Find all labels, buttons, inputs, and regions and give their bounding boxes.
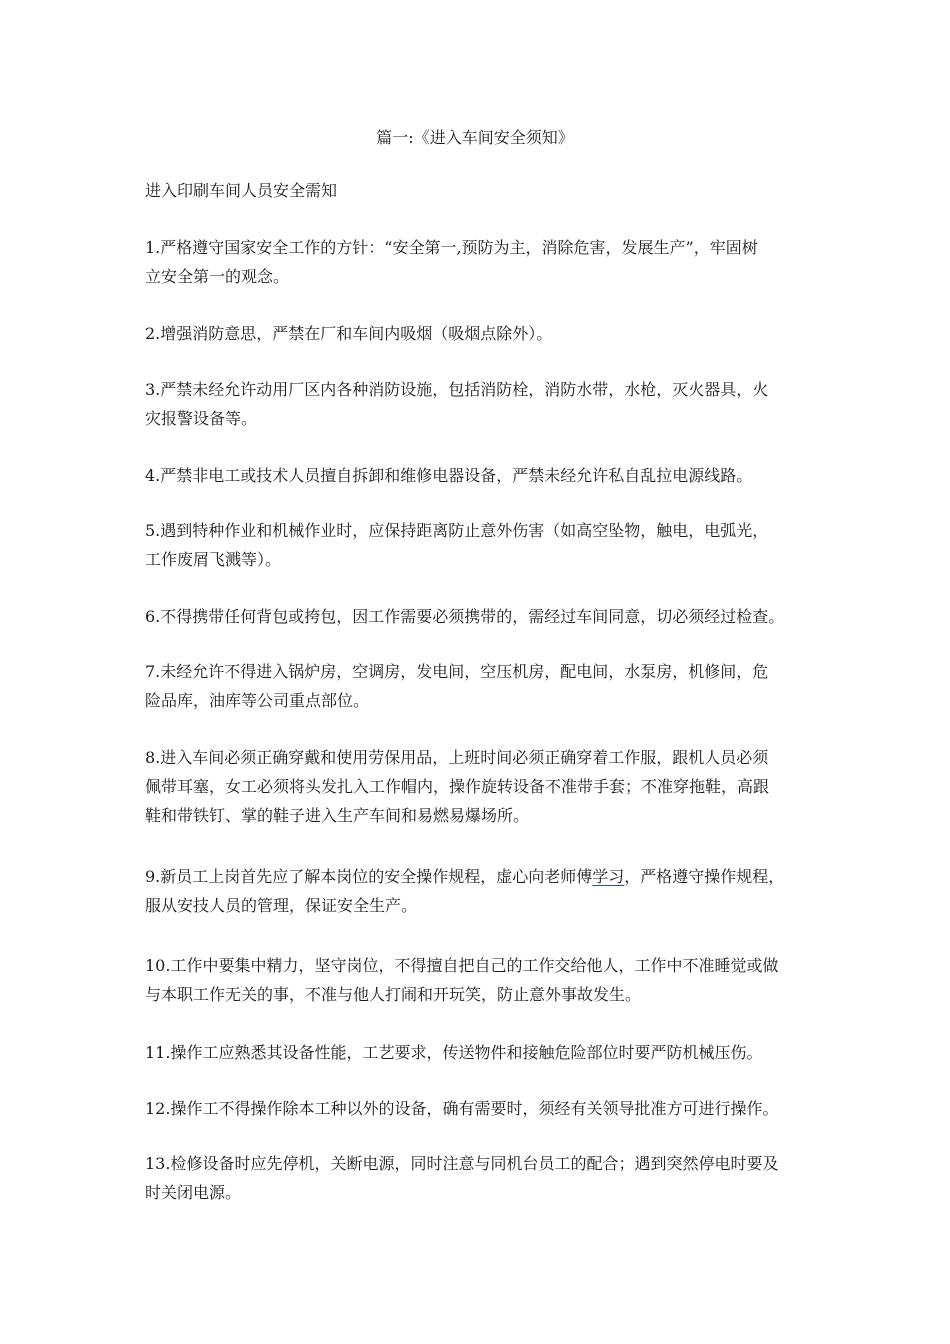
rule-item-8 (145, 743, 825, 830)
rule-item-7 (145, 657, 825, 715)
page-subtitle: 进入印刷车间人员安全需知 (145, 181, 338, 200)
rule-line: 与本职工作无关的事，不准与他人打闹和开玩笑，防止意外事故发生。 (145, 985, 642, 1004)
rule-item-2 (145, 319, 825, 348)
rule-item-10 (145, 951, 825, 1009)
rule-line: 险品库，油库等公司重点部位。 (145, 691, 370, 710)
rule-item-9 (145, 862, 825, 920)
rule-line: 5.遇到特种作业和机械作业时，应保持距离防止意外伤害（如高空坠物，触电，电弧光， (145, 521, 769, 540)
rule-line: 佩带耳塞，女工必须将头发扎入工作帽内，操作旋转设备不准带手套；不准穿拖鞋，高跟 (145, 777, 770, 796)
rule-line: 8.进入车间必须正确穿戴和使用劳保用品，上班时间必须正确穿着工作服，跟机人员必须 (145, 748, 769, 767)
rule-line: 1.严格遵守国家安全工作的方针：“安全第一,预防为主，消除危害，发展生产”，牢固树 (145, 238, 758, 257)
rule-line: 时关闭电源。 (145, 1183, 242, 1202)
rule-text: ，严格遵守操作规程， (624, 867, 785, 886)
rule-line: 11.操作工应熟悉其设备性能，工艺要求，传送物件和接触危险部位时要严防机械压伤。 (145, 1043, 763, 1062)
rule-item-1 (145, 233, 825, 291)
rule-line: 4.严禁非电工或技术人员擅自拆卸和维修电器设备，严禁未经允许私自乱拉电源线路。 (145, 466, 753, 485)
rule-line (145, 862, 825, 891)
rule-line: 6.不得携带任何背包或挎包，因工作需要必须携带的，需经过车间同意，切必须经过检查。 (145, 607, 785, 626)
rule-line: 13.检修设备时应先停机，关断电源，同时注意与同机台员工的配合；遇到突然停电时要及 (145, 1154, 779, 1173)
rule-item-13 (145, 1149, 825, 1207)
rule-line: 3.严禁未经允许动用厂区内各种消防设施，包括消防栓，消防水带，水枪，灭火器具，火 (145, 380, 769, 399)
rule-item-5 (145, 516, 825, 574)
rule-item-12 (145, 1094, 825, 1123)
rule-line: 工作废屑飞溅等）。 (145, 550, 282, 569)
rule-line: 12.操作工不得操作除本工种以外的设备，确有需要时，须经有关领导批准方可进行操作。 (145, 1099, 779, 1118)
rule-line: 10.工作中要集中精力，坚守岗位，不得擅自把自己的工作交给他人，工作中不准睡觉或做 (145, 956, 779, 975)
rule-line: 服从安技人员的管理，保证安全生产。 (145, 896, 418, 915)
rule-item-6 (145, 602, 825, 631)
rule-text: 9.新员工上岗首先应了解本岗位的安全操作规程，虚心向老师傅 (145, 867, 593, 886)
page-title: 篇一:《进入车间安全须知》 (376, 128, 574, 147)
rule-line: 7.未经允许不得进入锅炉房，空调房，发电间，空压机房，配电间，水泵房，机修间，危 (145, 662, 769, 681)
rule-item-4 (145, 461, 825, 490)
rule-line: 灾报警设备等。 (145, 409, 258, 428)
rule-line: 2.增强消防意思，严禁在厂和车间内吸烟（吸烟点除外）。 (145, 324, 553, 343)
rule-line: 立安全第一的观念。 (145, 267, 290, 286)
rule-item-3 (145, 375, 825, 433)
study-link[interactable]: 学习 (592, 867, 625, 886)
rule-item-11 (145, 1038, 825, 1067)
rule-line: 鞋和带铁钉、掌的鞋子进入生产车间和易燃易爆场所。 (145, 806, 530, 825)
